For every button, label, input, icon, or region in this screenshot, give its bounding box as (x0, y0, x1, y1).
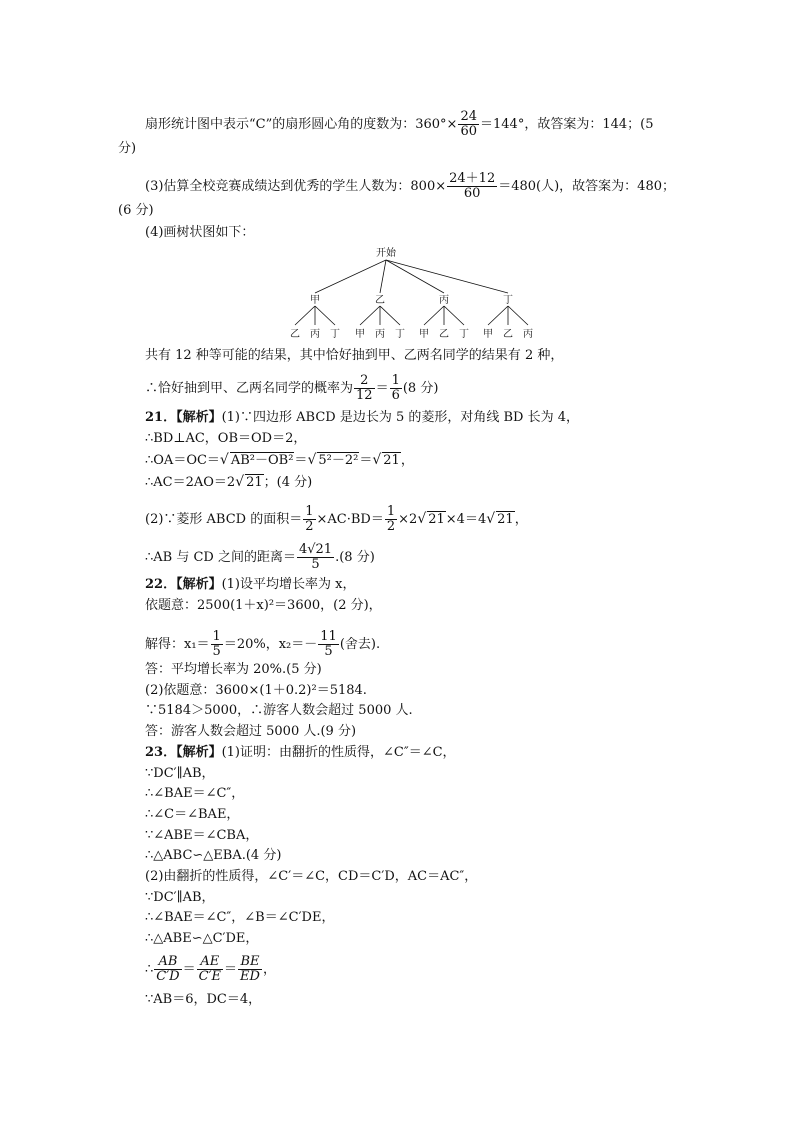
tree-node-level1: 乙 (375, 295, 385, 306)
tree-branch (424, 306, 444, 325)
fraction: $\frac{1}{6}$ (391, 373, 400, 403)
text-line: 共有 12 种等可能的结果，其中恰好抽到甲、乙两名同学的结果有 2 种， (145, 348, 564, 363)
text-line: ∴△ABC∽△EBA.(4 分) (145, 848, 282, 863)
fraction: $\frac{4√21}{5}$ (298, 542, 333, 572)
text-line: ∴ $\frac{AB}{C'D}$ ＝ $\frac{AE}{C'E}$ ＝ $\frac{BE}{ED}$ ， (145, 954, 276, 984)
text-line: ∵DC′∥AB， (145, 766, 215, 781)
tree-node-level2: 丙 (310, 329, 320, 340)
tree-node-level2: 甲 (419, 329, 429, 340)
text-line: 分) (118, 141, 137, 156)
tree-node-level2: 丙 (523, 329, 533, 340)
text-line: ∴BD⊥AC，OB＝OD＝2， (145, 431, 307, 446)
tree-node-level2: 乙 (290, 329, 300, 340)
text-line: ∴∠BAE＝∠C″， (145, 786, 245, 801)
text-line: 22．【解析】(1)设平均增长率为 x， (145, 577, 356, 592)
text-line: 答：平均增长率为 20%.(5 分) (145, 662, 322, 677)
fraction: $\frac{BE}{ED}$ (240, 954, 260, 984)
text-line: 21．【解析】(1)∵四边形 ABCD 是边长为 5 的菱形，对角线 BD 长为 4， (145, 410, 580, 425)
tree-node-level2: 甲 (355, 329, 365, 340)
section-heading: 22．【解析】 (145, 577, 222, 592)
tree-node-level1: 丙 (439, 295, 449, 306)
tree-node-level1: 丁 (503, 295, 513, 306)
text-line: ∴AC＝2AO＝2√ 21；(4 分) (145, 474, 313, 490)
tree-branch (386, 260, 444, 293)
tree-branch (315, 260, 386, 293)
text-line: (6 分) (118, 203, 154, 218)
fraction: $\frac{11}{5}$ (320, 629, 337, 659)
text-line: 答：游客人数会超过 5000 人.(9 分) (145, 724, 357, 739)
fraction: $\frac{24}{60}$ (460, 109, 477, 139)
section-heading: 23．【解析】 (145, 745, 222, 760)
tree-branch (360, 306, 380, 325)
tree-node-level2: 丙 (375, 329, 385, 340)
tree-diagram (280, 243, 540, 343)
fraction: $\frac{24+12}{60}$ (449, 171, 496, 201)
tree-branch (380, 306, 400, 325)
text-line: (2)由翻折的性质得，∠C′＝∠C，CD＝C′D，AC＝AC″， (145, 869, 478, 884)
text-line: 依题意：2500(1＋x)²＝3600，(2 分)， (145, 598, 382, 613)
tree-node-level2: 丁 (459, 329, 469, 340)
text-line: 23．【解析】(1)证明：由翻折的性质得，∠C″＝∠C， (145, 745, 456, 760)
text-line: ∵DC′∥AB， (145, 890, 215, 905)
text-line: ∴AB 与 CD 之间的距离＝ $\frac{4√21}{5}$ .(8 分) (145, 542, 375, 572)
tree-branch (386, 260, 508, 293)
tree-branch (488, 306, 508, 325)
tree-branch (315, 306, 335, 325)
text-line: ∴∠C＝∠BAE， (145, 807, 240, 822)
fraction: $\frac{1}{2}$ (386, 504, 396, 534)
text-line: ∵AB＝6，DC＝4， (145, 992, 262, 1007)
text-line: (2)依题意：3600×(1＋0.2)²＝5184. (145, 683, 367, 698)
tree-node-level2: 甲 (483, 329, 493, 340)
text-line: (3)估算全校竞赛成绩达到优秀的学生人数为：800× $\frac{24+12}{60}$ ＝480(人)，故答案为：480； (145, 171, 675, 201)
text-line: ∴∠BAE＝∠C″，∠B＝∠C′DE， (145, 910, 335, 925)
tree-branch (380, 260, 386, 293)
text-line: ∴△ABE∽△C′DE， (145, 931, 259, 946)
tree-root-label: 开始 (376, 248, 396, 259)
tree-branch (508, 306, 528, 325)
tree-node-level2: 丁 (395, 329, 405, 340)
text-line: ∴恰好抽到甲、乙两名同学的概率为 $\frac{2}{12}$ ＝ $\frac{1}{6}$ (8 分) (145, 373, 439, 403)
tree-node-level2: 乙 (439, 329, 449, 340)
text-line: 扇形统计图中表示“C”的扇形圆心角的度数为：360°× $\frac{24}{60}$ ＝144°，故答案为：144；(5 (145, 109, 654, 139)
fraction: $\frac{1}{2}$ (305, 504, 314, 534)
tree-branch (295, 306, 315, 325)
fraction: $\frac{AE}{C'E}$ (198, 954, 222, 984)
text-line: (4)画树状图如下： (145, 225, 255, 240)
tree-node-level2: 丁 (330, 329, 340, 340)
text-line: ∵5184＞5000，∴游客人数会超过 5000 人. (145, 703, 413, 718)
fraction: $\frac{2}{12}$ (356, 373, 373, 403)
tree-node-level2: 乙 (503, 329, 513, 340)
tree-node-level1: 甲 (310, 295, 320, 306)
fraction: $\frac{1}{5}$ (212, 629, 221, 659)
tree-branch (444, 306, 464, 325)
text-line: ∵∠ABE＝∠CBA， (145, 828, 259, 843)
fraction: $\frac{AB}{C'D}$ (156, 954, 180, 984)
text-line: (2)∵菱形 ABCD 的面积＝ $\frac{1}{2}$ ×AC·BD＝ $\frac{1}{2}$ ×2√ 21×4＝4√ 21， (145, 504, 528, 534)
text-line: ∴OA＝OC＝√ AB²－OB²＝√ 5²－2²＝√ 21， (145, 452, 414, 468)
text-line: 解得：x₁＝ $\frac{1}{5}$ ＝20%，x₂＝－ $\frac{11}{5}$ (舍去). (145, 629, 381, 659)
section-heading: 21．【解析】 (145, 410, 222, 425)
